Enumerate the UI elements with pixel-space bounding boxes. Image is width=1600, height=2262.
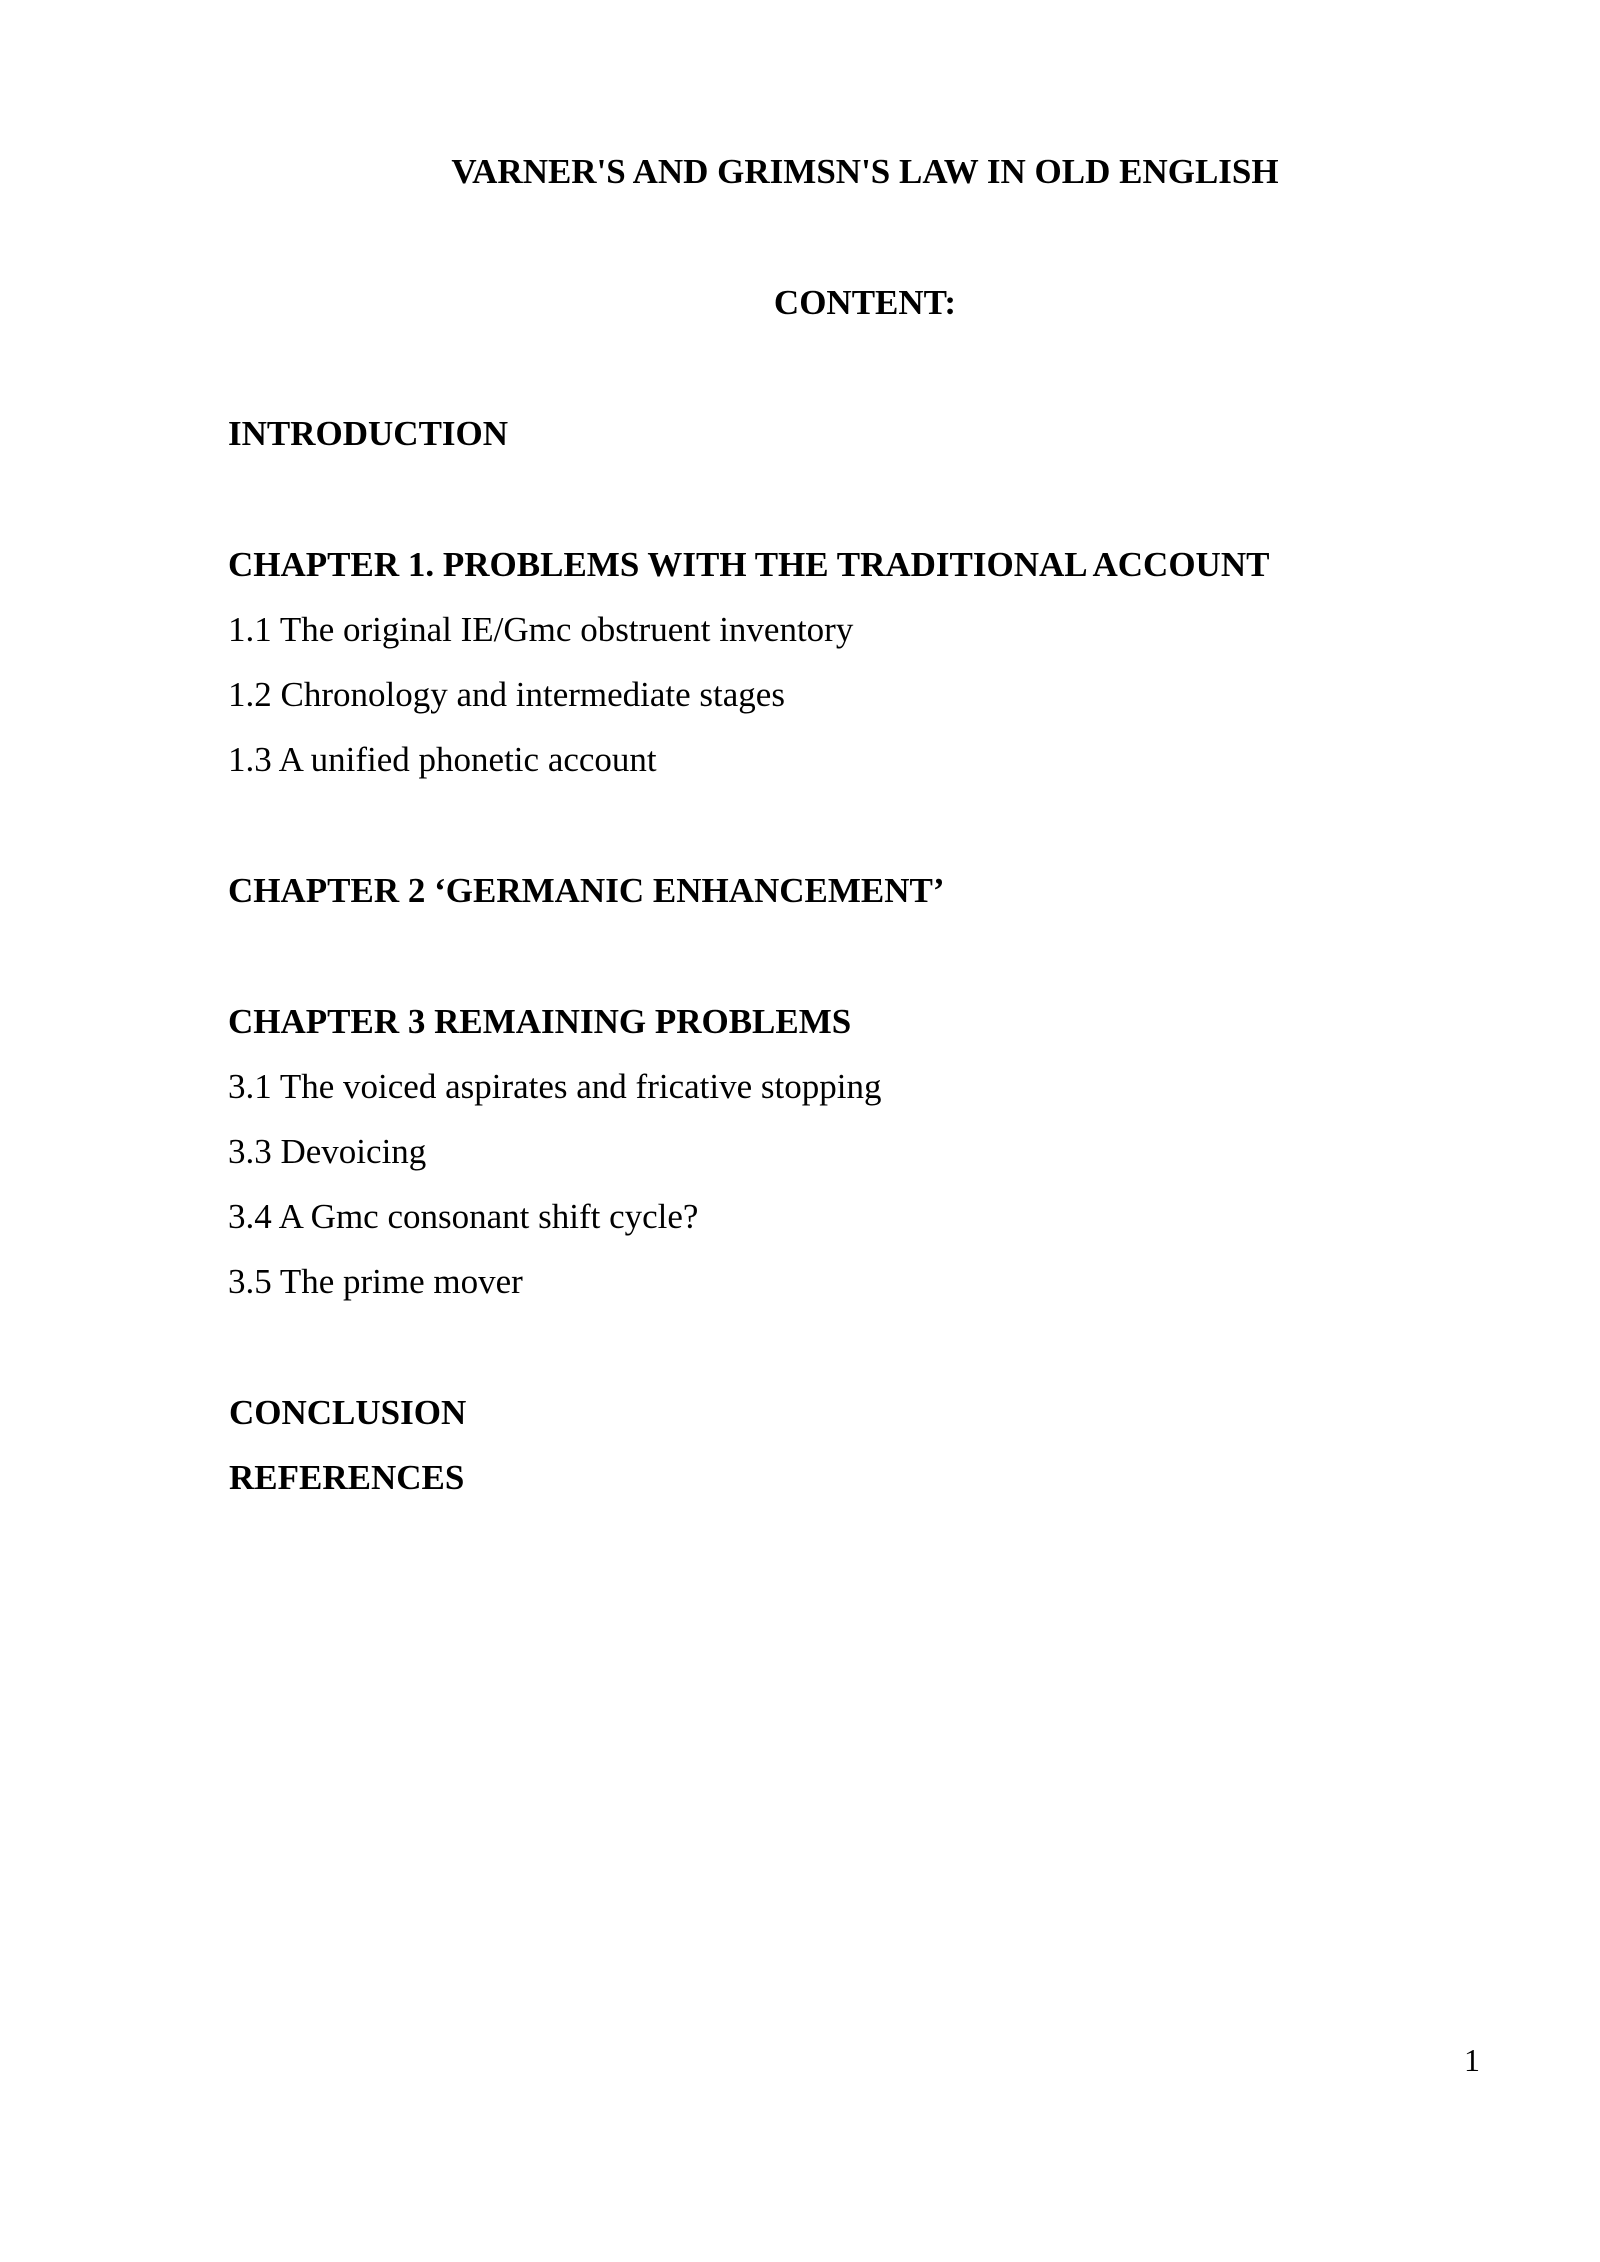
toc-introduction: INTRODUCTION bbox=[228, 414, 509, 453]
toc-item-3-5: 3.5 The prime mover bbox=[228, 1262, 523, 1301]
toc-references: REFERENCES bbox=[229, 1458, 465, 1497]
toc-item-1-2: 1.2 Chronology and intermediate stages bbox=[228, 675, 785, 714]
toc-chapter-1-heading: CHAPTER 1. PROBLEMS WITH THE TRADITIONAL ACCOUNT bbox=[228, 545, 1270, 584]
toc-item-3-3: 3.3 Devoicing bbox=[228, 1132, 427, 1171]
toc-item-1-1: 1.1 The original IE/Gmc obstruent inventory bbox=[228, 610, 854, 649]
toc-item-3-4: 3.4 A Gmc consonant shift cycle? bbox=[228, 1197, 699, 1236]
page-number: 1 bbox=[1464, 2042, 1480, 2078]
toc-chapter-2-heading: CHAPTER 2 ‘GERMANIC ENHANCEMENT’ bbox=[228, 871, 945, 910]
document-title: VARNER'S AND GRIMSN'S LAW IN OLD ENGLISH bbox=[451, 152, 1279, 191]
toc-item-1-3: 1.3 A unified phonetic account bbox=[228, 740, 657, 779]
content-heading: CONTENT: bbox=[773, 283, 957, 322]
toc-chapter-3-heading: CHAPTER 3 REMAINING PROBLEMS bbox=[228, 1002, 852, 1041]
toc-item-3-1: 3.1 The voiced aspirates and fricative stopping bbox=[228, 1067, 882, 1106]
toc-conclusion: CONCLUSION bbox=[229, 1393, 467, 1432]
